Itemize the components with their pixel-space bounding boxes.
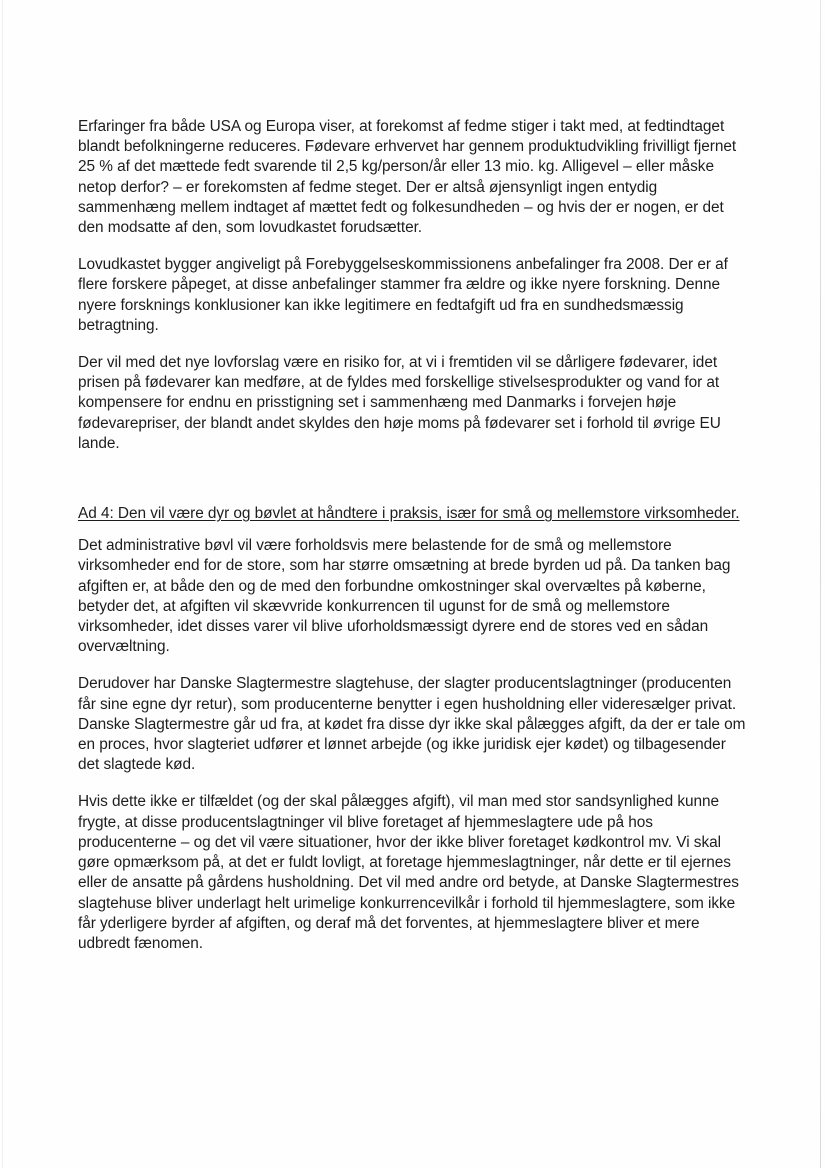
text-line: udbredt fænomen. <box>78 934 203 952</box>
text-line: producenterne – og det vil være situationer, hvor der ikke bliver foretaget kødkontrol mv. Vi skal <box>78 833 721 851</box>
scan-edge-left <box>2 0 3 1168</box>
document-body <box>78 117 746 971</box>
section-spacer <box>78 471 743 504</box>
text-line: Det administrative bøvl vil være forholdsvis mere belastende for de små og mellemstore <box>78 537 672 555</box>
paragraph-lovforslag-risiko <box>78 353 743 454</box>
text-line: slagtehuse bliver underlagt helt urimelige konkurrencevilkår i forhold til hjemmeslagtere, som ikke <box>78 894 736 912</box>
text-line: betyder det, at afgiften vil skævvride konkurrencen til ugunst for de små og mellemstore <box>78 597 670 615</box>
text-line: virksomheder end for de store, som har større omsætning at brede byrden ud på. Da tanken bag <box>78 557 731 575</box>
text-line: eller de ansatte på gårdens husholdning. Det vil med andre ord betyde, at Danske Slagtermestres <box>78 874 739 892</box>
text-line: lande. <box>78 434 120 452</box>
text-line: netop derfor? – er forekomsten af fedme steget. Der er altså øjensynligt ingen entydig <box>78 178 658 196</box>
text-line: det slagtede kød. <box>78 756 196 774</box>
text-line: Hvis dette ikke er tilfældet (og der skal pålægges afgift), vil man med stor sandsynlighed kunne <box>78 793 720 811</box>
text-line: flere forskere påpeget, at disse anbefalinger stammer fra ældre og ikke nyere forskning. Denne <box>78 276 721 294</box>
text-line: frygte, at disse producentslagtninger vil blive foretaget af hjemmeslagtere ude på hos <box>78 813 653 831</box>
text-line: 25 % af det mættede fedt svarende til 2,5 kg/person/år eller 13 mio. kg. Alligevel – eller måske <box>78 158 714 176</box>
paragraph-administrative-boevl <box>78 536 743 657</box>
text-line: nyere forsknings konklusioner kan ikke legitimere en fedtafgift ud fra en sundhedsmæssig <box>78 296 684 314</box>
text-line: blandt befolkningerne reduceres. Fødevare erhvervet har gennem produktudvikling frivilligt fjernet <box>78 138 737 156</box>
text-line: Der vil med det nye lovforslag være en risiko for, at vi i fremtiden vil se dårligere fødevarer, idet <box>78 354 718 372</box>
text-line: sammenhæng mellem indtaget af mættet fedt og folkesundheden – og hvis der er nogen, er det <box>78 198 724 216</box>
paragraph-hjemmeslagtere <box>78 792 743 954</box>
paragraph-lovudkastet <box>78 255 743 336</box>
text-line: får sine egne dyr retur), som producenterne benytter i egen husholdning eller videresælger privat. <box>78 695 737 713</box>
text-line: prisen på fødevarer kan medføre, at de fyldes med forskellige stivelsesprodukter og vand for at <box>78 374 720 392</box>
text-line: fødevarepriser, der blandt andet skyldes den høje moms på fødevarer set i forhold til øvrige EU <box>78 414 721 432</box>
text-line: Derudover har Danske Slagtermestre slagtehuse, der slagter producentslagtninger (producenten <box>78 675 732 693</box>
text-line: betragtning. <box>78 316 159 334</box>
text-line: virksomheder, idet disses varer vil blive uforholdsmæssigt dyrere end de stores ved en sådan <box>78 618 709 636</box>
text-line: afgiften er, at både den og de med den forbundne omkostninger skal overvæltes på køberne, <box>78 577 706 595</box>
text-line: den modsatte af den, som lovudkastet forudsætter. <box>78 219 423 237</box>
text-line: kompensere for endnu en prisstigning set i sammenhæng med Danmarks i forvejen høje <box>78 394 677 412</box>
text-line: en proces, hvor slagteriet udfører et lønnet arbejde (og ikke juridisk ejer kødet) og tilbagesender <box>78 736 726 754</box>
scan-edge-right <box>820 0 821 1168</box>
text-line: får yderligere byrder af afgiften, og deraf må det forventes, at hjemmeslagtere bliver et mere <box>78 914 700 932</box>
text-line: Lovudkastet bygger angiveligt på Forebyggelseskommissionens anbefalinger fra 2008. Der er af <box>78 256 728 274</box>
text-line: gøre opmærksom på, at det er fuldt lovligt, at foretage hjemmeslagtninger, når dette er til ejernes <box>78 854 731 872</box>
paragraph-producentslagtninger <box>78 674 746 775</box>
paragraph-fedme-erfaringer <box>78 117 743 238</box>
text-line: Danske Slagtermestre går ud fra, at kødet fra disse dyr ikke skal pålægges afgift, da der er tale om <box>78 715 746 733</box>
text-line: Erfaringer fra både USA og Europa viser, at forekomst af fedme stiger i takt med, at fedtindtaget <box>78 118 725 135</box>
section-heading-ad-4: Ad 4: Den vil være dyr og bøvlet at håndtere i praksis, især for små og mellemstore virksomheder. <box>78 505 740 523</box>
text-line: overvæltning. <box>78 638 170 656</box>
